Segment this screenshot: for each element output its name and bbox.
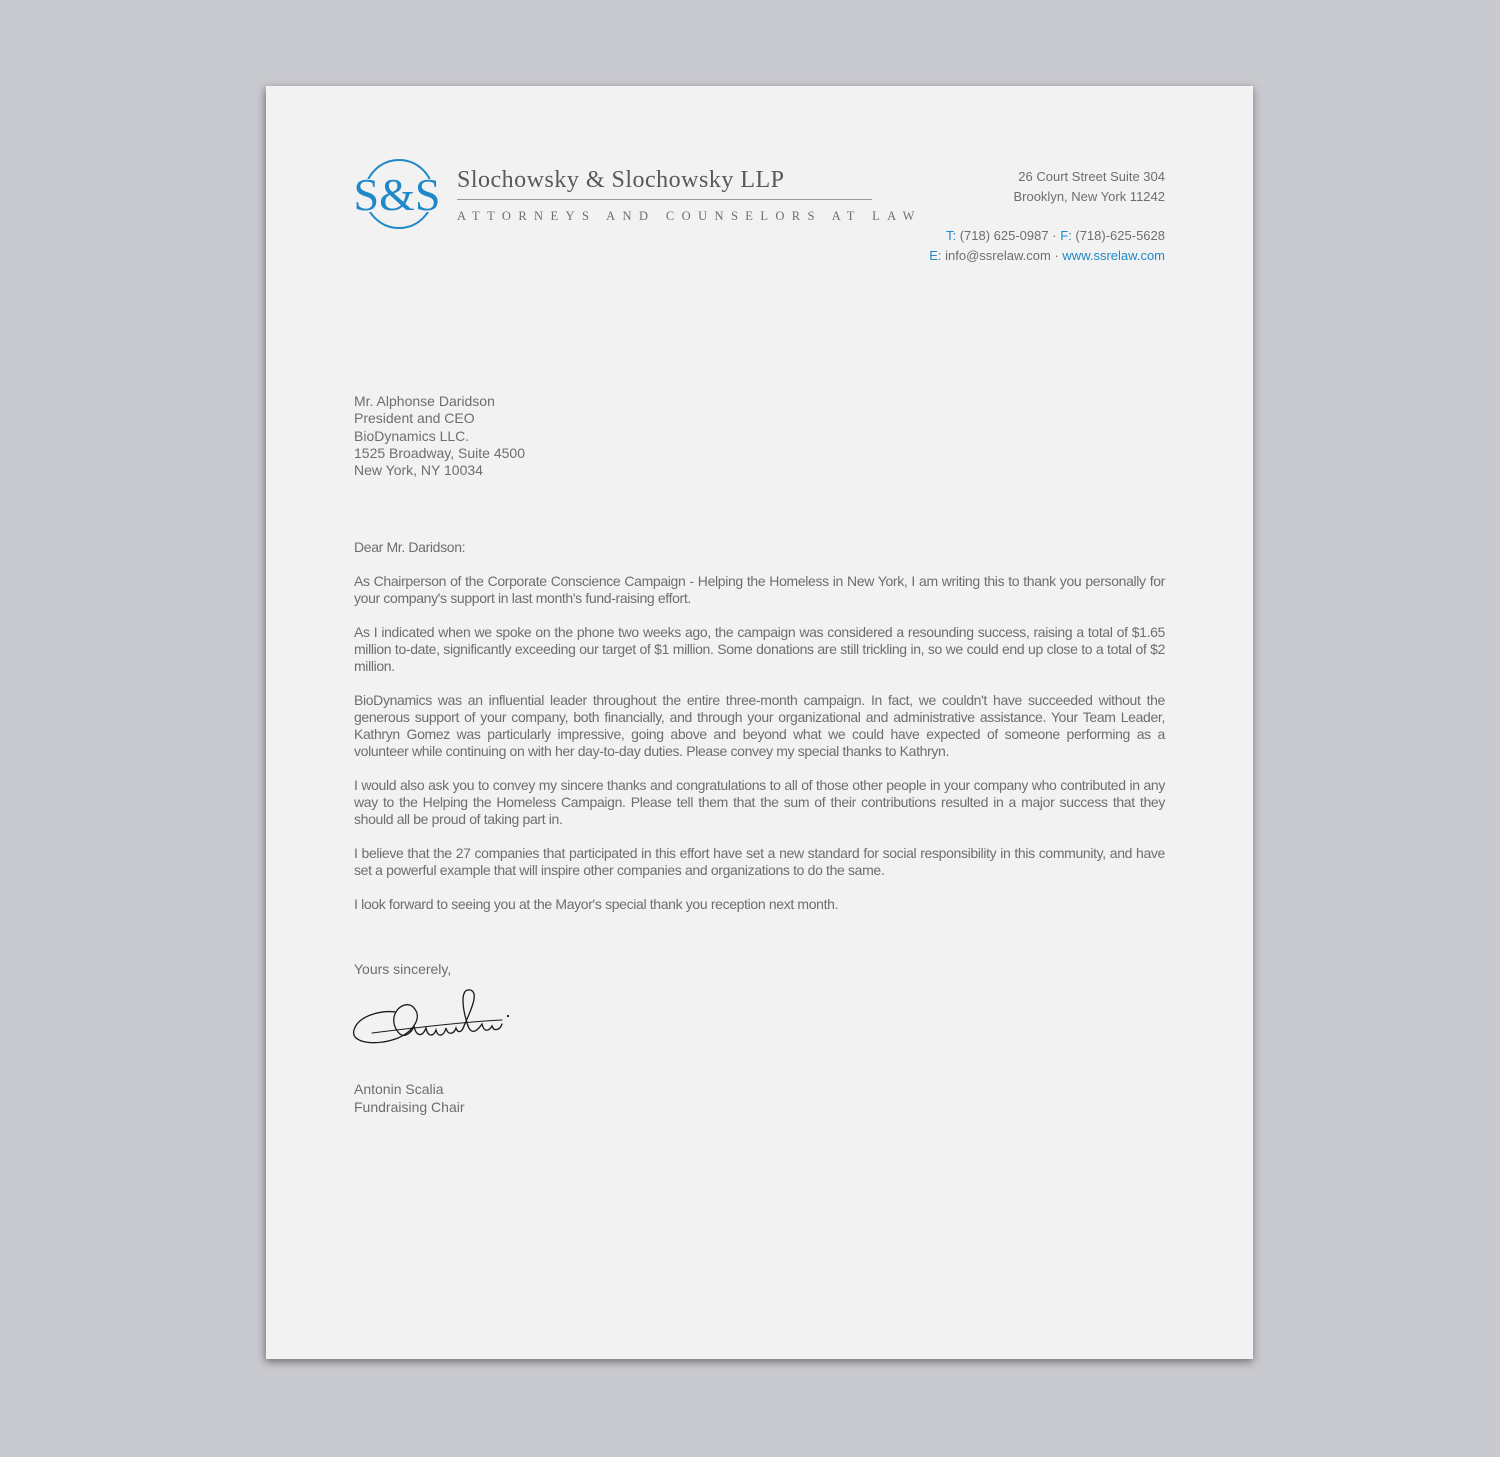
signer-title: Fundraising Chair xyxy=(354,1098,465,1115)
email-label: E: xyxy=(929,248,942,263)
body-paragraph: As I indicated when we spoke on the phone two weeks ago, the campaign was considered a resounding success, raising a total of $1.65 million to-date, significantly exceeding our target of $1 million. Some donations are still trickling in, so we could end up close to a total of $2 million. xyxy=(354,624,1165,674)
address-line-1: 26 Court Street Suite 304 xyxy=(1018,169,1165,184)
recipient-street: 1525 Broadway, Suite 4500 xyxy=(354,444,525,461)
firm-name: Slochowsky & Slochowsky LLP xyxy=(457,167,785,193)
logo-monogram: S&S xyxy=(353,169,441,220)
recipient-city: New York, NY 10034 xyxy=(354,462,483,479)
body-paragraph: I would also ask you to convey my sincere thanks and congratulations to all of those other people in your company who contributed in any way to the Helping the Homeless Campaign. Please tell them that the sum of their contributions resulted in a major success that they should all be proud of taking part in. xyxy=(354,777,1165,827)
phone-label: T: xyxy=(945,228,957,243)
recipient-name: Mr. Alphonse Daridson xyxy=(354,393,495,409)
signer-block xyxy=(354,1081,465,1116)
closing: Yours sincerely, xyxy=(354,961,452,977)
fax-label: F: xyxy=(1060,228,1072,243)
letter-body xyxy=(354,539,1165,930)
signature xyxy=(352,986,524,1061)
firm-tagline: ATTORNEYS AND COUNSELORS AT LAW xyxy=(457,209,922,223)
body-paragraph: I look forward to seeing you at the Mayor's special thank you reception next month. xyxy=(354,896,839,912)
recipient-company: BioDynamics LLC. xyxy=(354,427,470,444)
contact-block xyxy=(929,167,1165,266)
signer-name: Antonin Scalia xyxy=(354,1081,444,1097)
recipient-title: President and CEO xyxy=(354,410,475,427)
email-web-line xyxy=(929,246,1165,266)
body-paragraph: BioDynamics was an influential leader throughout the entire three-month campaign. In fact, we couldn't have succeeded without the generous support of your company, both financially, and through your organizational and administrative assistance. Your Team Leader, Kathryn Gomez was particularly impressive, going above and beyond what we could have expected of someone performing as a volunteer while continuing on with her day-to-day duties. Please convey my special thanks to Kathryn. xyxy=(354,692,1165,759)
phone-fax-line xyxy=(929,226,1165,246)
email-address: info@ssrelaw.com xyxy=(945,248,1051,263)
body-paragraph: As Chairperson of the Corporate Conscience Campaign - Helping the Homeless in New York, I am writing this to thank you personally for your company's support in last month's fund-raising effort. xyxy=(354,573,1165,606)
salutation: Dear Mr. Daridson: xyxy=(354,539,466,555)
phone-number: (718) 625-0987 xyxy=(959,228,1049,243)
separator: · xyxy=(1054,248,1059,263)
firm-name-divider xyxy=(457,199,872,200)
fax-number: (718)-625-5628 xyxy=(1075,228,1165,243)
recipient-address xyxy=(354,393,525,479)
firm-logo-mark xyxy=(352,156,442,234)
letter-page xyxy=(266,86,1253,1359)
website-link[interactable]: www.ssrelaw.com xyxy=(1062,248,1165,263)
address-line-2: Brooklyn, New York 11242 xyxy=(1013,189,1165,204)
separator: · xyxy=(1052,228,1057,243)
body-paragraph: I believe that the 27 companies that participated in this effort have set a new standard for social responsibility in this community, and have set a powerful example that will inspire other companies and organizations to do the same. xyxy=(354,845,1165,878)
